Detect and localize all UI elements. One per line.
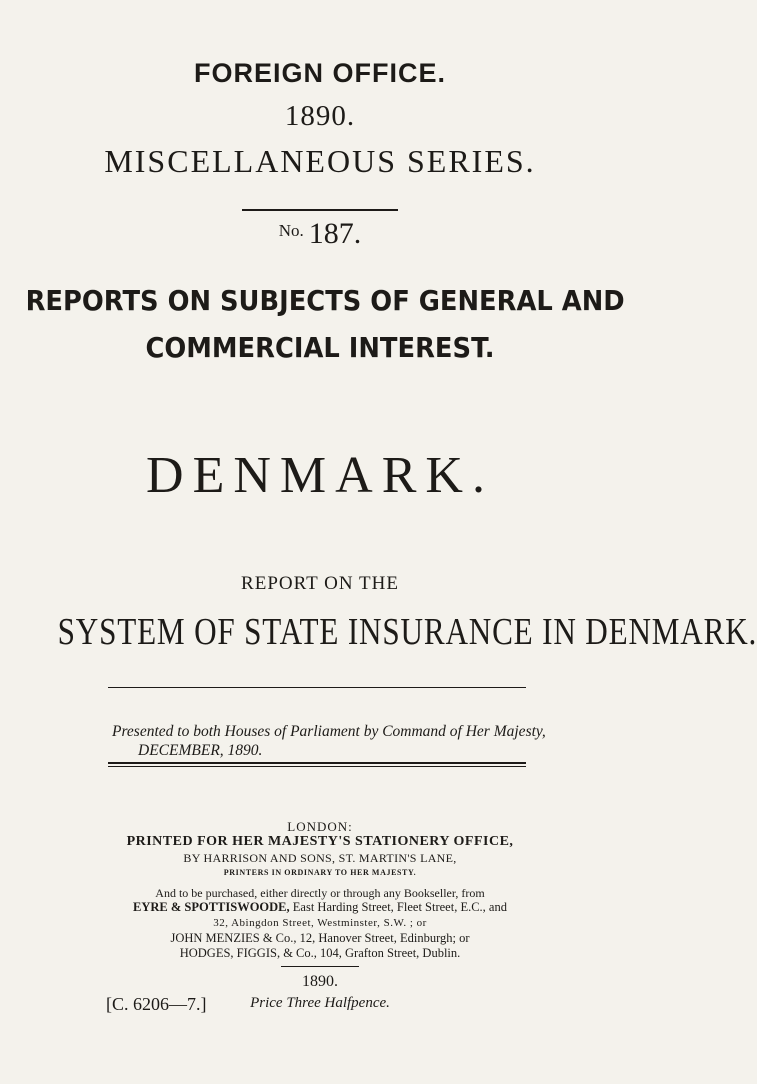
title-line-1: REPORTS ON SUBJECTS OF GENERAL AND: [25, 284, 625, 317]
divider-rule: [242, 209, 398, 211]
presented-line-2: DECEMBER, 1890.: [138, 742, 263, 759]
imprint-printers: PRINTERS IN ORDINARY TO HER MAJESTY.: [223, 868, 417, 877]
report-subtitle: REPORT ON THE: [241, 573, 399, 594]
imprint-printed-for: PRINTED FOR HER MAJESTY'S STATIONERY OFFICE,: [126, 834, 514, 849]
office-heading: FOREIGN OFFICE.: [193, 58, 446, 88]
command-paper-reference: [C. 6206—7.]: [106, 994, 207, 1014]
report-number: [0, 217, 640, 251]
imprint-hodges: HODGES, FIGGIS, & Co., 104, Grafton Street, Dublin.: [179, 946, 461, 960]
divider-rule: [108, 687, 526, 688]
number-value: 187.: [308, 217, 362, 250]
presented-line-1: Presented to both Houses of Parliament by Command of Her Majesty,: [112, 723, 546, 740]
series-heading: MISCELLANEOUS SERIES.: [104, 143, 536, 179]
imprint-menzies: JOHN MENZIES & Co., 12, Hanover Street, Edinburgh; or: [170, 931, 470, 945]
report-title: SYSTEM OF STATE INSURANCE IN DENMARK.: [57, 611, 757, 653]
imprint-eyre: [0, 900, 640, 914]
eyre-name: EYRE & SPOTTISWOODE,: [133, 900, 290, 914]
imprint-printer: BY HARRISON AND SONS, ST. MARTIN'S LANE,: [183, 851, 457, 865]
imprint-year: 1890.: [302, 973, 338, 990]
number-prefix: No.: [278, 221, 304, 240]
divider-rule: [281, 966, 359, 967]
country-title: DENMARK.: [146, 447, 494, 504]
divider-rule: [108, 762, 526, 764]
presented-statement: [112, 722, 546, 760]
title-line-2: COMMERCIAL INTEREST.: [145, 331, 495, 364]
imprint-eyre-address-2: 32, Abingdon Street, Westminster, S.W. ; or: [213, 917, 427, 929]
divider-rule: [108, 766, 526, 767]
imprint-city: LONDON:: [287, 819, 353, 834]
eyre-address: East Harding Street, Fleet Street, E.C., and: [292, 900, 507, 914]
price-label: Price Three Halfpence.: [250, 995, 390, 1011]
year-heading: 1890.: [284, 100, 356, 132]
imprint-purchase: And to be purchased, either directly or through any Bookseller, from: [155, 886, 485, 900]
